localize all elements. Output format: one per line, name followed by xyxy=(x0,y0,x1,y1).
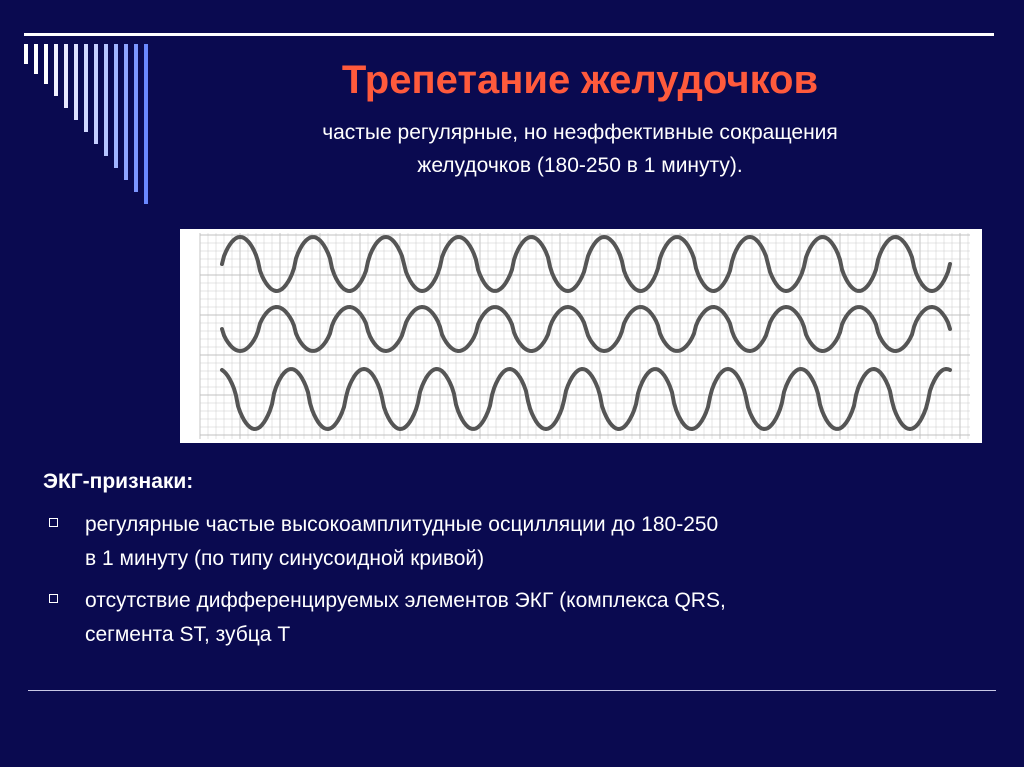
bullet-text-line-1: регулярные частые высокоамплитудные осцилляции до 180-250 xyxy=(85,513,719,536)
square-bullet-icon xyxy=(49,594,58,603)
decorative-bar xyxy=(54,44,58,96)
decorative-bar xyxy=(94,44,98,144)
bullet-text-line-2: сегмента ST, зубца T xyxy=(85,623,291,646)
ecg-trace-graphic xyxy=(180,229,982,443)
bullet-list xyxy=(43,508,983,660)
section-heading: ЭКГ-признаки: xyxy=(43,470,194,493)
decorative-bar xyxy=(74,44,78,120)
decorative-bar xyxy=(64,44,68,108)
decorative-bar xyxy=(114,44,118,168)
ecg-strip-image xyxy=(180,229,982,443)
bullet-text-line-1: отсутствие дифференцируемых элементов ЭКГ (комплекса QRS, xyxy=(85,589,726,612)
bottom-divider xyxy=(28,690,996,691)
bullet-item xyxy=(43,584,983,652)
decorative-bar xyxy=(124,44,128,180)
square-bullet-icon xyxy=(49,518,58,527)
bullet-text-line-2: в 1 минуту (по типу синусоидной кривой) xyxy=(85,547,485,570)
slide-subtitle xyxy=(210,116,950,182)
bullet-item xyxy=(43,508,983,576)
decorative-bars xyxy=(24,44,174,214)
decorative-bar xyxy=(44,44,48,84)
slide-title: Трепетание желудочков xyxy=(341,58,819,102)
subtitle-line-1: частые регулярные, но неэффективные сокращения xyxy=(322,121,838,144)
ecg-trace-line xyxy=(222,369,950,429)
decorative-bar xyxy=(104,44,108,156)
decorative-bar xyxy=(24,44,28,64)
decorative-bar xyxy=(144,44,148,204)
subtitle-line-2: желудочков (180-250 в 1 минуту). xyxy=(417,154,743,177)
decorative-bar xyxy=(134,44,138,192)
ecg-trace-line xyxy=(222,307,950,351)
top-divider xyxy=(24,33,994,36)
decorative-bar xyxy=(34,44,38,74)
decorative-bar xyxy=(84,44,88,132)
